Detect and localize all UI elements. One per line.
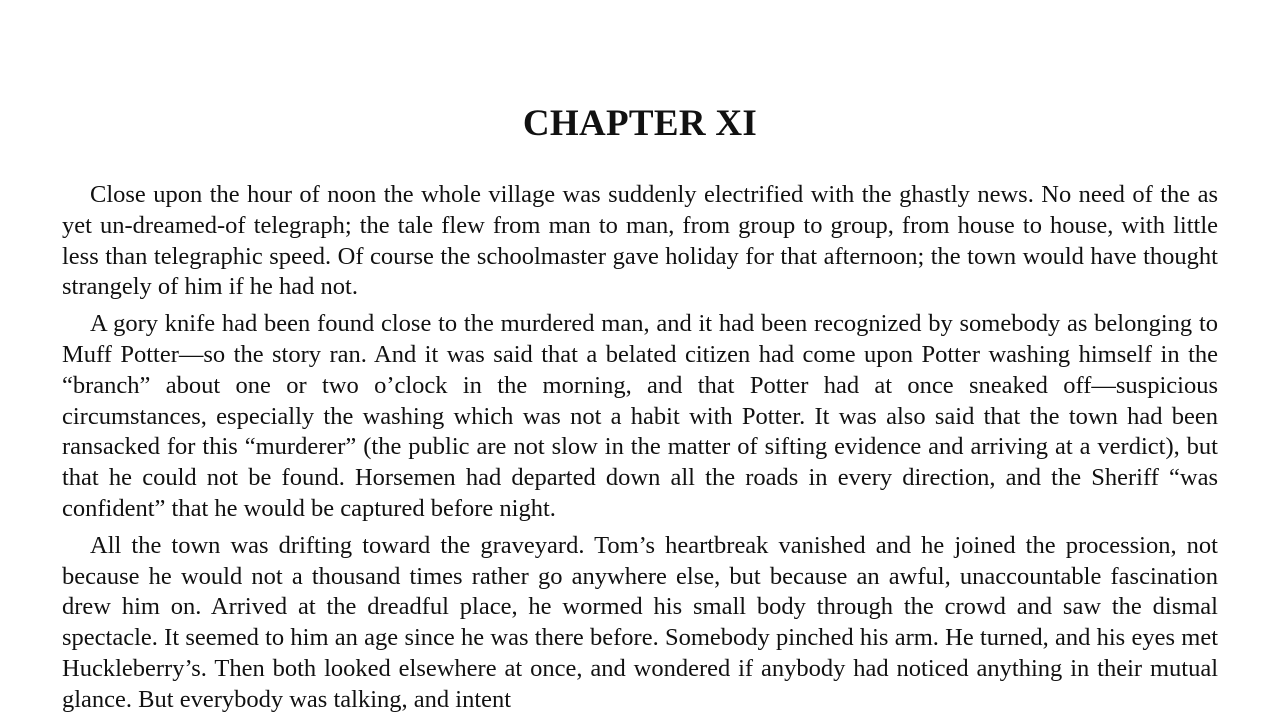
paragraph: All the town was drifting toward the graveyard. Tom’s heartbreak vanished and he joined the procession, not because he would not a thousand times rather go anywhere else, but because an awful, unaccountable fascination drew him on. Arrived at the dreadful place, he wormed his small body through the crowd and saw the dismal spectacle. It seemed to him an age since he was there before. Somebody pinched his arm. He turned, and his eyes met Huckleberry’s. Then both looked elsewhere at once, and wondered if anybody had noticed anything in their mutual glance. But everybody was talking, and intent [62,531,1218,713]
chapter-body [62,180,1218,722]
paragraph: Close upon the hour of noon the whole village was suddenly electrified with the ghastly news. No need of the as yet un-dreamed-of telegraph; the tale flew from man to man, from group to group, from house to house, with little less than telegraphic speed. Of course the schoolmaster gave holiday for that afternoon; the town would have thought strangely of him if he had not. [62,181,1218,301]
paragraph: A gory knife had been found close to the murdered man, and it had been recognized by somebody as belonging to Muff Potter—so the story ran. And it was said that a belated citizen had come upon Potter washing himself in the “branch” about one or two o’clock in the morning, and that Potter had at once sneaked off—suspicious circumstances, especially the washing which was not a habit with Potter. It was also said that the town had been ransacked for this “murderer” (the public are not slow in the matter of sifting evidence and arriving at a verdict), but that he could not be found. Horsemen had departed down all the roads in every direction, and the Sheriff “was confident” that he would be captured before night. [62,310,1218,522]
chapter-title: CHAPTER XI [522,103,758,144]
